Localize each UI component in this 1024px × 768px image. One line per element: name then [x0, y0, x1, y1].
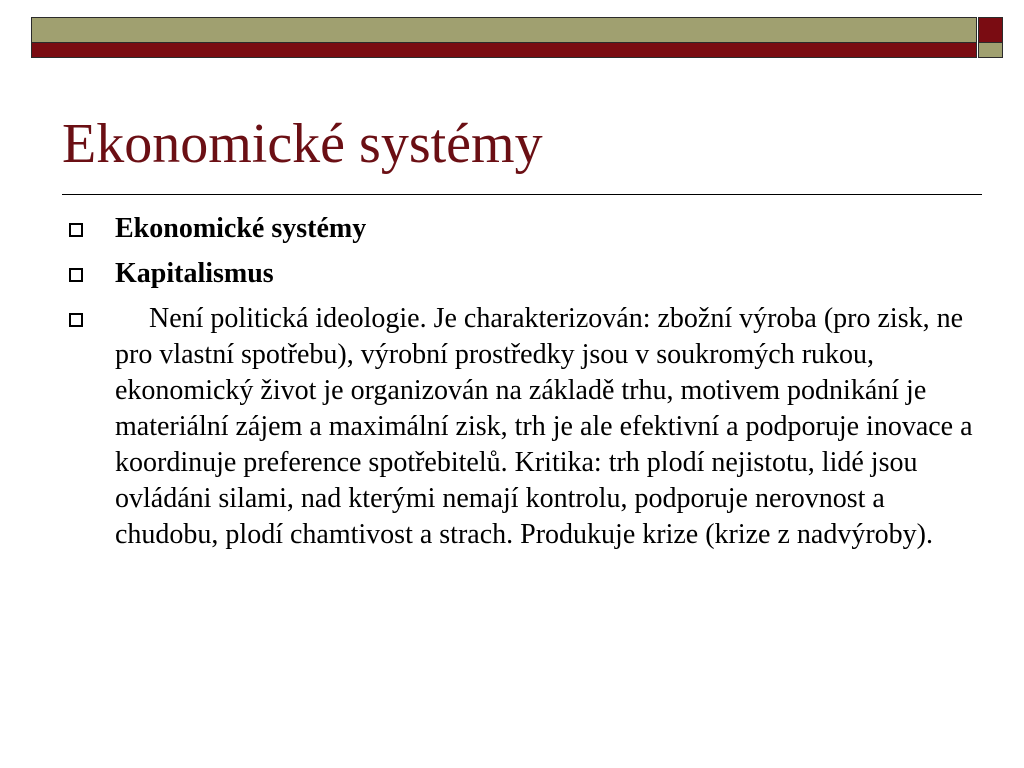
hollow-square-bullet-icon [69, 313, 83, 327]
bullet-item [62, 256, 972, 292]
header-band-maroon [31, 43, 977, 58]
hollow-square-bullet-icon [69, 223, 83, 237]
header-band-olive [31, 17, 977, 43]
slide-content [62, 211, 972, 562]
title-divider [62, 194, 982, 195]
bullet-text: Kapitalismus [115, 258, 274, 289]
slide-title: Ekonomické systémy [62, 113, 543, 175]
header-corner-square-red [978, 17, 1003, 43]
hollow-square-bullet-icon [69, 268, 83, 282]
bullet-item [62, 301, 972, 553]
header-corner-square-olive [978, 43, 1003, 58]
bullet-text: Ekonomické systémy [115, 213, 367, 244]
bullet-paragraph: Není politická ideologie. Je charakterizován: zbožní výroba (pro zisk, ne pro vlastní spotřebu), výrobní prostředky jsou v soukromých rukou, ekonomický život je organizován na základě trhu, motivem podnikání je materiální zájem a maximální zisk, trh je ale efektivní a podporuje inovace a koordinuje preference spotřebitelů. Kritika: trh plodí nejistotu, lidé jsou ovládáni silami, nad kterými nemají kontrolu, podporuje nerovnost a chudobu, plodí chamtivost a strach. Produkuje krize (krize z nadvýroby). [115, 303, 973, 550]
bullet-item [62, 211, 972, 247]
